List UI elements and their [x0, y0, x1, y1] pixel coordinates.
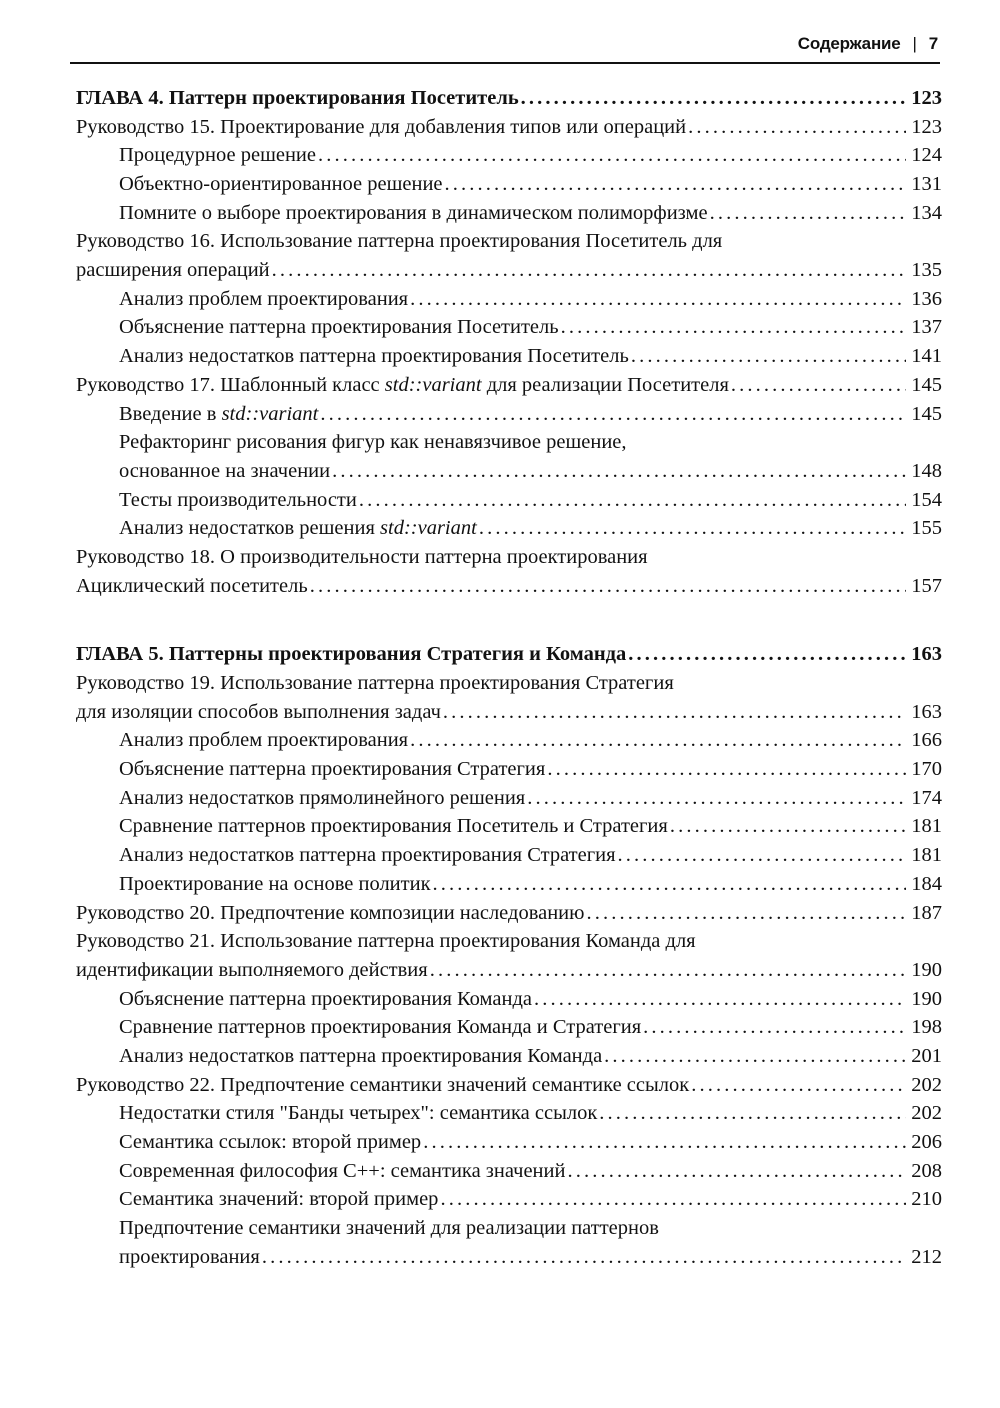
toc-entry-page: 131 [911, 173, 942, 196]
toc-section [76, 1243, 942, 1272]
table-of-contents [76, 84, 942, 1272]
toc-leader-dots [547, 755, 906, 784]
toc-entry-title: Анализ недостатков паттерна проектирования Стратегия [119, 844, 616, 867]
toc-entry-page: 148 [911, 459, 942, 482]
toc-guideline-21-line1 [76, 927, 942, 956]
toc-guideline-21 [76, 956, 942, 985]
toc-guideline-19 [76, 698, 942, 727]
toc-entry-page: 123 [911, 86, 942, 109]
toc-section [76, 1013, 942, 1042]
code-term: std::variant [221, 402, 319, 425]
toc-entry-page: 124 [911, 144, 942, 167]
toc-section [76, 813, 942, 842]
title-text: Руководство 17. Шаблонный класс [76, 373, 385, 396]
toc-guideline-16 [76, 256, 942, 285]
toc-entry-page: 170 [911, 758, 942, 781]
toc-entry-page: 155 [911, 517, 942, 540]
toc-section [76, 726, 942, 755]
toc-leader-dots [643, 1013, 906, 1042]
toc-entry-page: 190 [911, 987, 942, 1010]
toc-section [76, 400, 942, 429]
toc-leader-dots [628, 640, 906, 669]
toc-leader-dots [320, 400, 906, 429]
toc-entry-title: Анализ недостатков прямолинейного решения [119, 786, 526, 809]
toc-section-line1 [76, 428, 942, 457]
toc-entry-page: 166 [911, 729, 942, 752]
toc-leader-dots [310, 572, 906, 601]
toc-leader-dots [318, 141, 906, 170]
toc-entry-page: 190 [911, 958, 942, 981]
toc-entry-title: Недостатки стиля "Банды четырех": семантика ссылок [119, 1102, 598, 1125]
toc-chapter-4 [76, 84, 942, 113]
toc-section [76, 755, 942, 784]
toc-leader-dots [710, 199, 906, 228]
toc-section [76, 1042, 942, 1071]
toc-leader-dots [599, 1099, 906, 1128]
toc-guideline-20 [76, 899, 942, 928]
toc-entry-title: Процедурное решение [119, 144, 317, 167]
toc-guideline-16-line1 [76, 227, 942, 256]
toc-section [76, 1099, 942, 1128]
toc-entry-page: 134 [911, 201, 942, 224]
toc-entry-title: Анализ проблем проектирования [119, 729, 409, 752]
toc-entry-page: 206 [911, 1131, 942, 1154]
running-header [798, 34, 938, 54]
toc-section [76, 457, 942, 486]
toc-entry-page: 181 [911, 815, 942, 838]
toc-entry-page: 187 [911, 901, 942, 924]
toc-leader-dots [440, 1185, 906, 1214]
toc-entry-page: 145 [911, 373, 942, 396]
toc-section [76, 1185, 942, 1214]
toc-entry-title: Проектирование на основе политик [119, 872, 431, 895]
toc-leader-dots [670, 812, 906, 841]
toc-entry-page: 201 [911, 1044, 942, 1067]
toc-entry-title: Помните о выборе проектирования в динамическом полиморфизме [119, 201, 708, 224]
toc-entry-title: Руководство 21. Использование паттерна проектирования Команда для [76, 930, 696, 953]
toc-leader-dots [272, 256, 906, 285]
toc-guideline-15 [76, 113, 942, 142]
toc-entry-title: Объяснение паттерна проектирования Стратегия [119, 758, 546, 781]
toc-entry-title: Руководство 19. Использование паттерна проектирования Стратегия [76, 672, 674, 695]
toc-entry-page: 135 [911, 259, 942, 282]
code-term: std::variant [384, 373, 482, 396]
toc-guideline-18 [76, 572, 942, 601]
toc-section [76, 841, 942, 870]
toc-entry-page: 208 [911, 1159, 942, 1182]
toc-entry-title: Объектно-ориентированное решение [119, 173, 443, 196]
toc-entry-title: ГЛАВА 5. Паттерны проектирования Стратегия и Команда [76, 643, 627, 666]
toc-leader-dots [430, 956, 906, 985]
toc-entry-title: для изоляции способов выполнения задач [76, 700, 441, 723]
toc-leader-dots [443, 698, 906, 727]
toc-leader-dots [262, 1243, 906, 1272]
toc-guideline-19-line1 [76, 669, 942, 698]
toc-entry-page: 181 [911, 844, 942, 867]
toc-section [76, 985, 942, 1014]
header-rule [70, 62, 940, 64]
toc-section [76, 870, 942, 899]
toc-entry-page: 137 [911, 316, 942, 339]
toc-leader-dots [433, 870, 906, 899]
toc-entry-title: Руководство 18. О производительности паттерна проектирования [76, 546, 648, 568]
toc-leader-dots [445, 170, 906, 199]
toc-entry-page: 202 [911, 1102, 942, 1125]
toc-leader-dots [731, 371, 906, 400]
toc-entry-title: Анализ недостатков паттерна проектирования Посетитель [119, 345, 629, 368]
toc-entry-title: Семантика значений: второй пример [119, 1188, 439, 1211]
toc-entry-page: 163 [911, 700, 942, 723]
toc-entry-title: Руководство 15. Проектирование для добавления типов или операций [76, 115, 687, 138]
toc-entry-title: Анализ недостатков паттерна проектирования Команда [119, 1044, 603, 1067]
toc-leader-dots [604, 1042, 906, 1071]
toc-entry-title: Объяснение паттерна проектирования Команда [119, 987, 532, 1010]
toc-entry-page: 141 [911, 345, 942, 368]
toc-entry-title: Семантика ссылок: второй пример [119, 1131, 422, 1154]
title-text: Анализ недостатков решения [119, 517, 381, 540]
toc-entry-title: ГЛАВА 4. Паттерн проектирования Посетитель [76, 86, 519, 109]
toc-leader-dots [567, 1157, 906, 1186]
toc-leader-dots [423, 1128, 906, 1157]
toc-entry-page: 145 [911, 402, 942, 425]
toc-leader-dots [691, 1071, 906, 1100]
header-separator: | [912, 34, 917, 53]
toc-entry-title: идентификации выполняемого действия [76, 958, 428, 981]
toc-entry-title: Руководство 20. Предпочтение композиции наследованию [76, 901, 585, 924]
toc-leader-dots [688, 113, 906, 142]
toc-entry-title: Современная философия C++: семантика значений [119, 1159, 566, 1182]
toc-section [76, 285, 942, 314]
section-title: Содержание [797, 34, 901, 53]
toc-entry-title: Руководство 16. Использование паттерна проектирования Посетитель для [76, 230, 723, 253]
toc-entry-page: 157 [911, 574, 942, 597]
title-text: для реализации Посетителя [481, 373, 729, 396]
toc-entry-title: Руководство 22. Предпочтение семантики значений семантике ссылок [76, 1073, 690, 1096]
toc-section [76, 1128, 942, 1157]
toc-leader-dots [479, 514, 906, 543]
toc-section-line1 [76, 1214, 942, 1243]
toc-leader-dots [618, 841, 906, 870]
toc-entry-page: 210 [911, 1188, 942, 1211]
toc-entry-page: 198 [911, 1016, 942, 1039]
toc-chapter-5 [76, 640, 942, 669]
toc-entry-page: 174 [911, 786, 942, 809]
toc-leader-dots [359, 486, 906, 515]
toc-entry-title: Рефакторинг рисования фигур как ненавязчивое решение, [119, 431, 627, 454]
title-text: Введение в [119, 402, 222, 425]
toc-guideline-18-line1 [76, 543, 942, 572]
toc-leader-dots [561, 313, 906, 342]
toc-entry-title: Предпочтение семантики значений для реализации паттернов [119, 1217, 659, 1240]
toc-entry-title: проектирования [119, 1245, 260, 1268]
toc-leader-dots [410, 726, 906, 755]
toc-entry-title: Ациклический посетитель [76, 574, 308, 597]
toc-leader-dots [631, 342, 906, 371]
toc-section [76, 514, 942, 543]
toc-entry-page: 136 [911, 287, 942, 310]
toc-entry-title: Объяснение паттерна проектирования Посетитель [119, 316, 559, 339]
toc-entry-page: 202 [911, 1073, 942, 1096]
toc-guideline-17 [76, 371, 942, 400]
toc-section [76, 199, 942, 228]
toc-entry-page: 163 [911, 643, 942, 666]
toc-section [76, 170, 942, 199]
toc-entry-title: Тесты производительности [119, 488, 357, 511]
toc-entry-page: 184 [911, 872, 942, 895]
code-term: std::variant [380, 517, 477, 540]
toc-leader-dots [332, 457, 906, 486]
toc-leader-dots [586, 899, 906, 928]
toc-entry-title: Сравнение паттернов проектирования Команда и Стратегия [119, 1016, 642, 1039]
toc-section [76, 314, 942, 343]
toc-entry-title [76, 371, 729, 400]
toc-entry-page: 154 [911, 488, 942, 511]
toc-entry-title [119, 400, 318, 429]
toc-leader-dots [521, 84, 906, 113]
toc-guideline-22 [76, 1071, 942, 1100]
toc-entry-title [119, 514, 477, 543]
toc-section [76, 486, 942, 515]
toc-leader-dots [534, 985, 906, 1014]
chapter-spacer [76, 600, 942, 640]
toc-entry-page: 212 [911, 1245, 942, 1268]
toc-section [76, 342, 942, 371]
toc-entry-title: Анализ проблем проектирования [119, 287, 409, 310]
page-number: 7 [928, 34, 938, 53]
toc-entry-page: 123 [911, 115, 942, 138]
toc-leader-dots [410, 285, 906, 314]
toc-section [76, 784, 942, 813]
toc-section [76, 141, 942, 170]
toc-entry-title: основанное на значении [119, 459, 331, 482]
toc-entry-title: расширения операций [76, 259, 270, 282]
toc-leader-dots [527, 784, 906, 813]
toc-section [76, 1157, 942, 1186]
toc-entry-title: Сравнение паттернов проектирования Посетитель и Стратегия [119, 815, 668, 838]
